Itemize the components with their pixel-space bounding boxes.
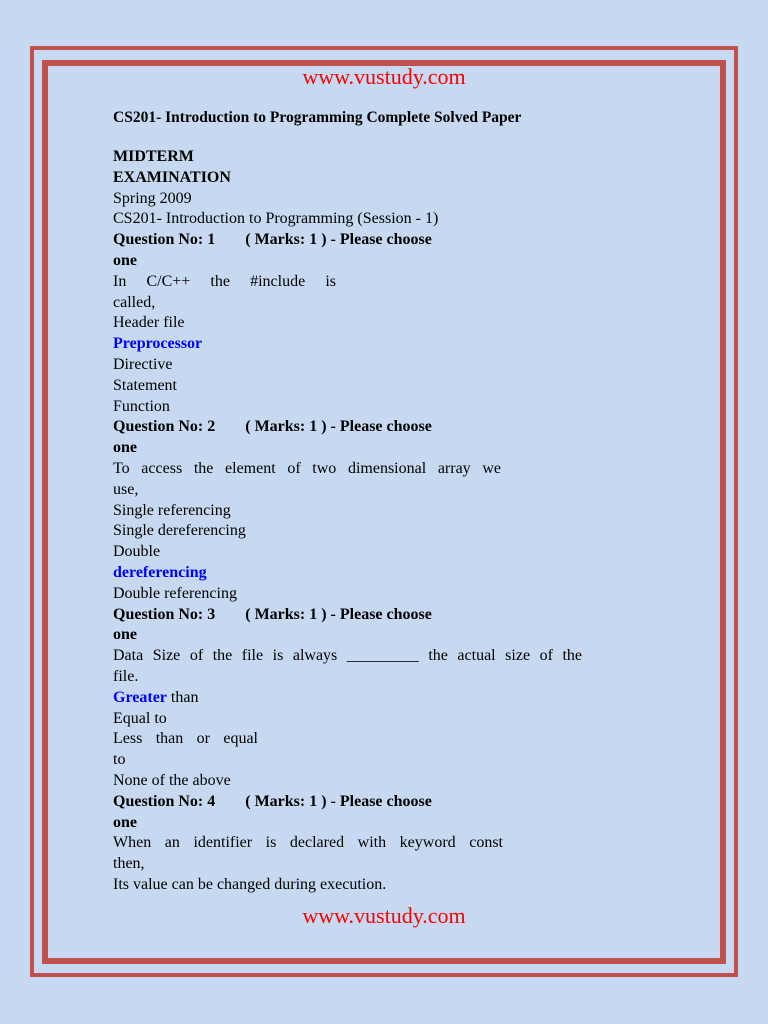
- answer-option-cont: to: [113, 751, 126, 769]
- question-text: When an identifier is declared with keyword const: [113, 834, 503, 852]
- answer-option-cont: than: [170, 688, 199, 706]
- question-text: In C/C++ the #include is: [113, 272, 336, 290]
- exam-heading-line2: EXAMINATION: [113, 168, 231, 186]
- question-text-cont: then,: [113, 855, 145, 873]
- question-marks: ( Marks: 1 ) - Please choose: [245, 418, 432, 436]
- question-header: [113, 605, 483, 626]
- answer-option: Equal to: [113, 709, 167, 727]
- question-number: Question No: 4: [113, 792, 216, 810]
- footer-site-link[interactable]: www.vustudy.com: [302, 903, 466, 928]
- question-text-cont: file.: [113, 667, 139, 685]
- answer-option: Double referencing: [113, 584, 237, 602]
- question-header: [113, 417, 483, 438]
- question-marks-cont: one: [113, 439, 137, 457]
- question-text: Data Size of the file is always _________ the actual size of the: [113, 647, 582, 665]
- answer-option: Double: [113, 543, 161, 561]
- correct-answer-option: Greater: [113, 688, 167, 706]
- question-marks-cont: one: [113, 813, 137, 831]
- answer-option: Its value can be changed during execution.: [113, 875, 387, 893]
- question-text: To access the element of two dimensional array we: [113, 459, 501, 477]
- correct-answer-option: Preprocessor: [113, 335, 203, 353]
- question-header: [113, 230, 483, 251]
- exam-content: [113, 147, 583, 896]
- exam-heading-line1: MIDTERM: [113, 148, 194, 165]
- exam-course: CS201- Introduction to Programming (Session - 1): [113, 210, 439, 228]
- answer-option: Statement: [113, 376, 177, 394]
- answer-option: Single referencing: [113, 501, 231, 519]
- exam-term: Spring 2009: [113, 189, 192, 207]
- question-number: Question No: 2: [113, 418, 216, 436]
- question-marks: ( Marks: 1 ) - Please choose: [245, 231, 432, 249]
- question-header: [113, 792, 483, 813]
- question-marks-cont: one: [113, 626, 137, 644]
- question-number: Question No: 3: [113, 605, 216, 623]
- answer-option: Function: [113, 397, 170, 415]
- question-text-cont: called,: [113, 293, 156, 311]
- question-number: Question No: 1: [113, 231, 216, 249]
- question-marks: ( Marks: 1 ) - Please choose: [245, 605, 432, 623]
- answer-option: Directive: [113, 355, 173, 373]
- answer-option: Single dereferencing: [113, 522, 246, 540]
- question-marks-cont: one: [113, 251, 137, 269]
- answer-option-line: [113, 688, 583, 709]
- question-marks: ( Marks: 1 ) - Please choose: [245, 792, 432, 810]
- correct-answer-option: dereferencing: [113, 563, 207, 581]
- answer-option: Header file: [113, 314, 185, 332]
- document-title: CS201- Introduction to Programming Complete Solved Paper: [113, 109, 522, 126]
- answer-option: Less than or equal: [113, 730, 258, 748]
- header-site-link[interactable]: www.vustudy.com: [302, 64, 466, 89]
- answer-option: None of the above: [113, 771, 231, 789]
- question-text-cont: use,: [113, 480, 139, 498]
